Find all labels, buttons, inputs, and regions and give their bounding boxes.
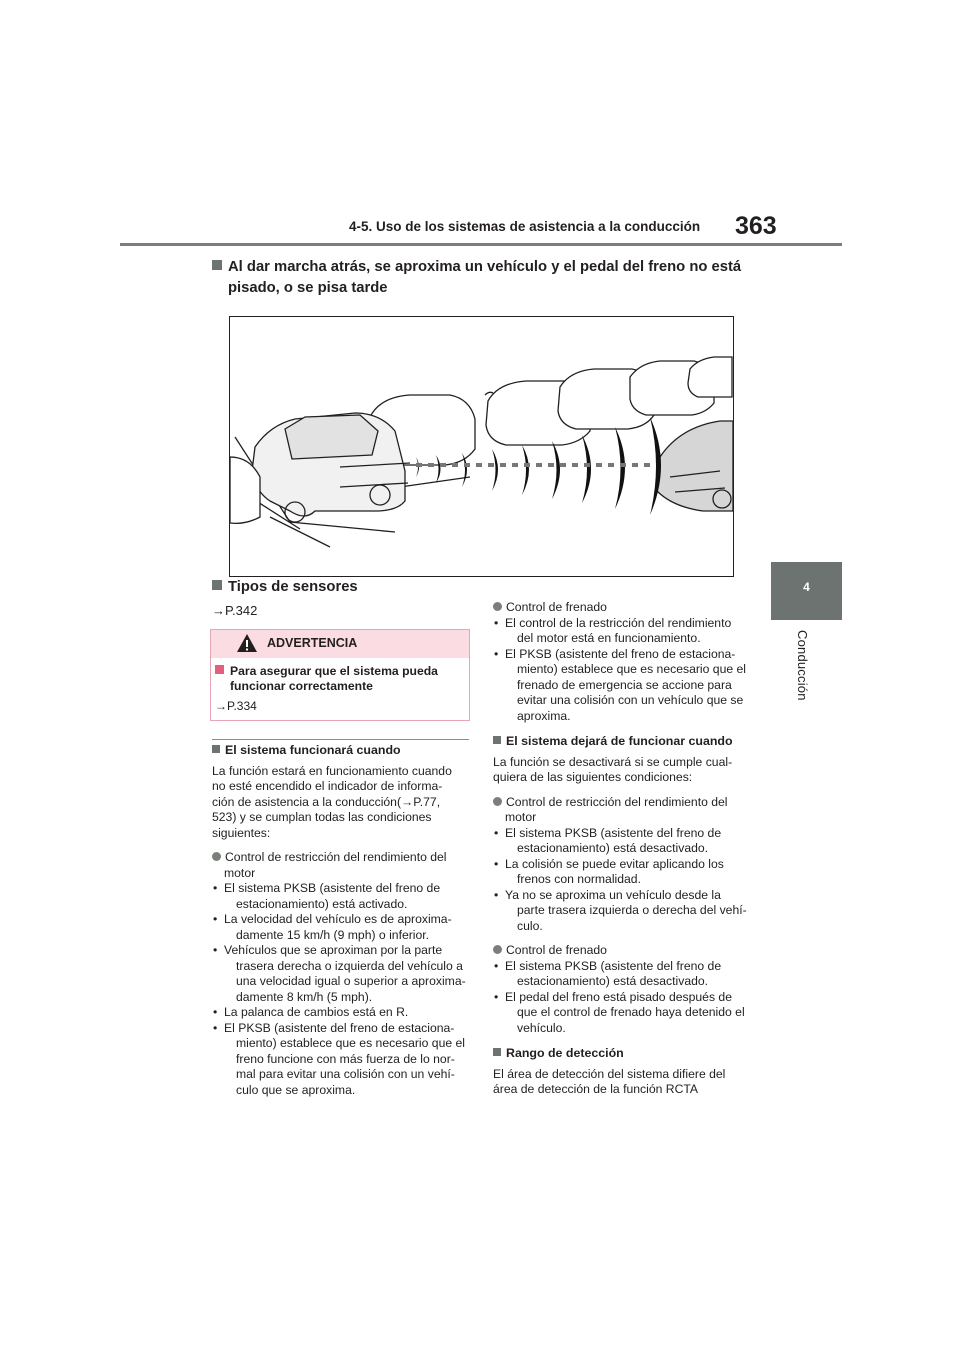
chapter-number: 4 [803, 580, 810, 594]
text-line: ción de asistencia a la conducción(→P.77, [212, 794, 441, 809]
right-column [493, 600, 761, 1098]
group-title: Control de frenado [506, 600, 607, 614]
heading-main [212, 256, 752, 300]
text-line: estacionamiento) está desactivado. [517, 841, 709, 855]
text-line: evitar una colisión con un vehículo que se [517, 693, 744, 707]
square-bullet-icon [493, 736, 501, 744]
heading-system-stops-when [493, 734, 761, 750]
condition-group [493, 943, 761, 1036]
list-item [212, 881, 474, 912]
text-line: • La velocidad del vehículo es de aproxima- [224, 912, 452, 926]
list-item [212, 1021, 474, 1099]
intro-paragraph [493, 755, 761, 786]
text-line: miento) establece que es necesario que el [236, 1036, 465, 1050]
heading-text: Rango de detección [506, 1046, 624, 1060]
list-item [212, 1005, 474, 1021]
text-line: • Vehículos que se aproximan por la parte [224, 943, 443, 957]
warning-item [215, 664, 465, 694]
warning-reference-link[interactable]: →P.334 [215, 699, 257, 713]
group-title: Control de frenado [506, 943, 607, 957]
parking-illustration [229, 316, 734, 577]
square-bullet-icon [212, 745, 220, 753]
text-line: • El pedal del freno está pisado después de [505, 989, 732, 1004]
chapter-name: Conducción [795, 630, 810, 701]
text-line: parte trasera izquierda o derecha del vehí- [517, 903, 747, 917]
warning-triangle-icon [236, 633, 258, 658]
text-line: El área de detección del sistema difiere del [493, 1066, 726, 1081]
text-line: • El PKSB (asistente del freno de estaciona- [505, 646, 736, 661]
list-item [212, 943, 474, 1005]
group-title: Control de restricción del rendimiento del [506, 794, 728, 809]
list-item [493, 616, 761, 647]
text-line: frenado de emergencia se accione para [517, 677, 732, 692]
list-item [493, 647, 761, 725]
warning-item-line2: funcionar correctamente [230, 679, 373, 693]
text-line: que el control de frenado haya detenido el [517, 1005, 745, 1019]
circle-bullet-icon [493, 797, 502, 806]
text-line: damente 15 km/h (9 mph) o inferior. [236, 927, 430, 942]
warning-title: ADVERTENCIA [267, 636, 358, 650]
text-line: una velocidad igual o superior a aproxima- [236, 974, 466, 988]
text-line: culo que se aproxima. [236, 1082, 356, 1097]
condition-group [212, 850, 474, 1098]
text-line: área de detección de la función RCTA [493, 1082, 699, 1096]
intro-paragraph [212, 764, 474, 842]
text-line: del motor está en funcionamiento. [517, 631, 701, 645]
text-line: culo. [517, 918, 543, 933]
list-item [212, 912, 474, 943]
outro-paragraph [493, 1067, 761, 1098]
group-title: Control de restricción del rendimiento del [225, 850, 447, 864]
heading-sensor-types [212, 579, 358, 595]
warning-item-line1: Para asegurar que el sistema pueda [230, 664, 438, 678]
square-bullet-icon [493, 1048, 501, 1056]
text-line: no esté encendido el indicador de informa- [212, 779, 443, 793]
text-line: estacionamiento) está activado. [236, 896, 408, 911]
text-line: damente 8 km/h (5 mph). [236, 989, 373, 1004]
text-line: freno funcione con más fuerza de lo nor- [236, 1051, 455, 1066]
heading-text: El sistema funcionará cuando [225, 743, 401, 757]
text-line: frenos con normalidad. [517, 872, 641, 886]
text-line: quiera de las siguientes condiciones: [493, 770, 693, 784]
text-line: • Ya no se aproxima un vehículo desde la [505, 887, 721, 902]
text-line: vehículo. [517, 1020, 566, 1035]
list-item [493, 888, 761, 935]
text-line: trasera derecha o izquierda del vehículo a [236, 958, 463, 973]
heading-text: El sistema dejará de funcionar cuando [506, 734, 733, 748]
text-line: • El sistema PKSB (asistente del freno de [505, 825, 722, 840]
text-line: La función se desactivará si se cumple cual- [493, 754, 733, 769]
group-title-cont: motor [224, 865, 256, 880]
square-bullet-icon [212, 260, 222, 270]
text-line: • El sistema PKSB (asistente del freno de [224, 881, 441, 895]
heading-detection-range [493, 1046, 761, 1062]
condition-group [493, 795, 761, 935]
text-line: 523) y se cumplan todas las condiciones [212, 810, 432, 824]
list-item [493, 857, 761, 888]
list-item [493, 959, 761, 990]
list-item [493, 990, 761, 1037]
circle-bullet-icon [493, 945, 502, 954]
divider [212, 739, 469, 740]
circle-bullet-icon [493, 602, 502, 611]
text-line: • La colisión se puede evitar aplicando los [505, 856, 724, 871]
condition-group [493, 600, 761, 724]
text-line: • El control de la restricción del rendimiento [505, 615, 732, 630]
text-line: estacionamiento) está desactivado. [517, 974, 709, 988]
text-line: • El sistema PKSB (asistente del freno de [505, 958, 722, 973]
section-title: 4-5. Uso de los sistemas de asistencia a la conducción [349, 219, 701, 234]
page-reference-link[interactable]: →P.342 [212, 603, 258, 618]
reversing-car-illustration [230, 317, 733, 576]
circle-bullet-icon [212, 852, 221, 861]
header-rule [120, 243, 842, 246]
heading-system-works-when [212, 743, 474, 759]
square-bullet-icon [212, 580, 222, 590]
text-line: • La palanca de cambios está en R. [224, 1005, 409, 1019]
list-item [493, 826, 761, 857]
text-line: siguientes: [212, 825, 271, 840]
heading-sensor-types-text: Tipos de sensores [228, 579, 358, 595]
heading-main-line2: pisado, o se pisa tarde [228, 280, 388, 296]
group-title-cont: motor [505, 810, 537, 824]
page-number: 363 [735, 212, 777, 240]
text-line: miento) establece que es necesario que el [517, 662, 746, 676]
text-line: La función estará en funcionamiento cuando [212, 763, 452, 778]
text-line: • El PKSB (asistente del freno de estaciona- [224, 1020, 455, 1035]
text-line: mal para evitar una colisión con un vehí- [236, 1067, 455, 1081]
square-bullet-icon [215, 665, 224, 674]
heading-main-line1: Al dar marcha atrás, se aproxima un vehículo y el pedal del freno no está [228, 259, 742, 275]
left-column [212, 743, 474, 1098]
text-line: aproxima. [517, 708, 571, 723]
